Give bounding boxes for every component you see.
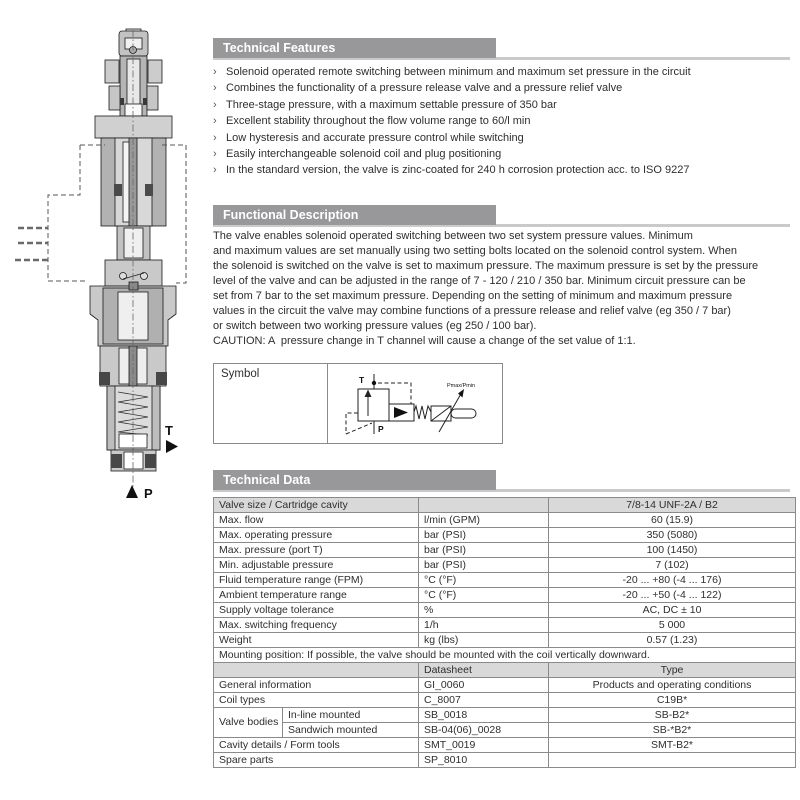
bullet-icon: › xyxy=(213,131,217,144)
table-row-mounting-note xyxy=(214,648,796,663)
cell-value: 7 (102) xyxy=(549,558,796,573)
cell-label: Max. flow xyxy=(214,513,419,528)
bullet-text: Three-stage pressure, with a maximum settable pressure of 350 bar xyxy=(226,98,557,111)
cell-datasheet: GI_0060 xyxy=(419,678,549,693)
cell-datasheet: SMT_0019 xyxy=(419,738,549,753)
list-item xyxy=(213,130,795,146)
cell-label: Max. operating pressure xyxy=(214,528,419,543)
cell-value: 7/8-14 UNF-2A / B2 xyxy=(549,498,796,513)
cell-label: Fluid temperature range (FPM) xyxy=(214,573,419,588)
locknut xyxy=(95,116,172,138)
hydraulic-symbol-diagram xyxy=(328,364,504,443)
table-row xyxy=(214,543,796,558)
cell-value: 60 (15.9) xyxy=(549,513,796,528)
paragraph-line: The valve enables solenoid operated switching between two set system pressure values. Minimum xyxy=(213,230,693,242)
cell-label: Supply voltage tolerance xyxy=(214,603,419,618)
bullet-icon: › xyxy=(213,164,217,177)
paragraph-line: set from 7 bar to the set maximum pressure. Depending on the setting of minimum and maximum pressure xyxy=(213,290,733,302)
caution-line: CAUTION: A pressure change in T channel will cause a change of the set value of 1:1. xyxy=(213,335,636,347)
technical-data-tables xyxy=(213,497,795,768)
cell-unit: 1/h xyxy=(419,618,549,633)
cell-label: Max. switching frequency xyxy=(214,618,419,633)
cell-unit: °C (°F) xyxy=(419,588,549,603)
cell-unit: kg (lbs) xyxy=(419,633,549,648)
cell-label: Min. adjustable pressure xyxy=(214,558,419,573)
bullet-icon: › xyxy=(213,98,217,111)
hydraulic-symbol-svg xyxy=(328,364,504,445)
table-row xyxy=(214,753,796,768)
list-item xyxy=(213,146,795,162)
cell-label: General information xyxy=(214,678,419,693)
list-item xyxy=(213,97,795,113)
adjustment-arrowhead-icon xyxy=(458,389,464,398)
cell-datasheet: C_8007 xyxy=(419,693,549,708)
cell-label: Ambient temperature range xyxy=(214,588,419,603)
symbol-port-t-label: T xyxy=(359,375,365,385)
header-cell-blank xyxy=(214,663,419,678)
cell-unit: l/min (GPM) xyxy=(419,513,549,528)
mounting-note: Mounting position: If possible, the valve should be mounted with the coil vertically downward. xyxy=(214,648,796,663)
cell-label: Cavity details / Form tools xyxy=(214,738,419,753)
table-row xyxy=(214,678,796,693)
table-row xyxy=(214,573,796,588)
valve-cross-section-drawing xyxy=(15,28,211,506)
cell-label: Weight xyxy=(214,633,419,648)
table-row xyxy=(214,603,796,618)
port-p-arrow-icon xyxy=(126,485,138,498)
table-row xyxy=(214,528,796,543)
cell-type xyxy=(549,753,796,768)
cell-unit: bar (PSI) xyxy=(419,543,549,558)
bullet-text: Combines the functionality of a pressure release valve and a pressure relief valve xyxy=(226,82,623,95)
drawing-port-t-label: T xyxy=(165,423,173,438)
valve-drawing-svg xyxy=(15,28,211,506)
paragraph-line: the solenoid is switched on the valve is set to maximum pressure. The maximum pressure is set by the pressure xyxy=(213,260,759,272)
header-cell-datasheet: Datasheet xyxy=(419,663,549,678)
symbol-port-p-label: P xyxy=(378,424,384,434)
cell-datasheet: SB_0018 xyxy=(419,708,549,723)
cell-label: Valve size / Cartridge cavity xyxy=(214,498,419,513)
port-t-arrow-icon xyxy=(166,440,178,453)
cell-type: C19B* xyxy=(549,693,796,708)
bullet-icon: › xyxy=(213,82,217,95)
port-dashed-lines xyxy=(15,228,48,260)
cell-sub-label: Sandwich mounted xyxy=(283,723,419,738)
cell-label: Spare parts xyxy=(214,753,419,768)
table-row xyxy=(214,723,796,738)
list-item xyxy=(213,113,795,129)
cell-group-label: Valve bodies xyxy=(214,708,283,738)
bullet-text: Easily interchangeable solenoid coil and plug positioning xyxy=(226,148,502,161)
table-row xyxy=(214,618,796,633)
cell-unit: % xyxy=(419,603,549,618)
reference-table xyxy=(213,662,796,768)
cell-value: 350 (5080) xyxy=(549,528,796,543)
table-row xyxy=(214,498,796,513)
cell-datasheet: SP_8010 xyxy=(419,753,549,768)
cell-type: SB-*B2* xyxy=(549,723,796,738)
cell-unit: °C (°F) xyxy=(419,573,549,588)
bullet-text: In the standard version, the valve is zinc-coated for 240 h corrosion protection acc. to ISO 9227 xyxy=(226,164,690,177)
cell-unit xyxy=(419,498,549,513)
valve-square xyxy=(358,389,389,421)
cell-unit: bar (PSI) xyxy=(419,558,549,573)
paragraph-line: level of the valve and can be adjusted in the range of 7 - 120 / 210 / 350 bar. Minimum circuit pressure can be xyxy=(213,275,746,287)
table-row xyxy=(214,513,796,528)
cell-value: -20 ... +80 (-4 ... 176) xyxy=(549,573,796,588)
list-item xyxy=(213,80,795,96)
table-header-row xyxy=(214,663,796,678)
header-cell-type: Type xyxy=(549,663,796,678)
cell-value: 5 000 xyxy=(549,618,796,633)
symbol-box-label: Symbol xyxy=(214,364,328,443)
technical-features-list xyxy=(213,64,795,179)
cell-unit: bar (PSI) xyxy=(419,528,549,543)
pilot-junction-dot xyxy=(372,381,376,385)
bullet-icon: › xyxy=(213,148,217,161)
cell-type: Products and operating conditions xyxy=(549,678,796,693)
section-title: Technical Data xyxy=(213,470,496,490)
drawing-port-p-label: P xyxy=(144,486,153,501)
section-header-functional-description xyxy=(213,205,795,227)
plug-connector-symbol xyxy=(451,409,476,418)
cell-datasheet: SB-04(06)_0028 xyxy=(419,723,549,738)
spring-symbol xyxy=(414,406,431,419)
bullet-icon: › xyxy=(213,115,217,128)
bullet-text: Excellent stability throughout the flow volume range to 60/l min xyxy=(226,115,531,128)
functional-description-text xyxy=(213,229,795,349)
table-row xyxy=(214,708,796,723)
bullet-text: Solenoid operated remote switching between minimum and maximum set pressure in the circuit xyxy=(226,66,691,78)
cell-label: Max. pressure (port T) xyxy=(214,543,419,558)
table-row xyxy=(214,738,796,753)
table-row xyxy=(214,693,796,708)
list-item xyxy=(213,64,795,80)
symbol-box xyxy=(213,363,503,444)
list-item xyxy=(213,162,795,178)
cell-value: 100 (1450) xyxy=(549,543,796,558)
cell-type: SB-B2* xyxy=(549,708,796,723)
paragraph-line: or switch between two working pressure values (eg 250 / 100 bar). xyxy=(213,320,537,332)
technical-data-table xyxy=(213,497,796,663)
cell-type: SMT-B2* xyxy=(549,738,796,753)
table-row xyxy=(214,558,796,573)
table-row xyxy=(214,588,796,603)
bullet-icon: › xyxy=(213,66,217,78)
table-row xyxy=(214,633,796,648)
paragraph-line: and maximum values are set manually using two setting bolts located on the solenoid control system. When xyxy=(213,245,737,257)
section-title: Technical Features xyxy=(213,38,496,58)
cell-value: 0.57 (1.23) xyxy=(549,633,796,648)
section-header-technical-data xyxy=(213,470,795,492)
section-header-technical-features xyxy=(213,38,795,60)
section-title: Functional Description xyxy=(213,205,496,225)
pressure-range-label: Pmax/Pmin xyxy=(447,383,476,389)
cell-sub-label: In-line mounted xyxy=(283,708,419,723)
bullet-text: Low hysteresis and accurate pressure control while switching xyxy=(226,131,524,144)
cell-value: -20 ... +50 (-4 ... 122) xyxy=(549,588,796,603)
cell-label: Coil types xyxy=(214,693,419,708)
cell-value: AC, DC ± 10 xyxy=(549,603,796,618)
paragraph-line: values in the circuit the valve may combine functions of a pressure release and relief valve (eg 350 / 7 bar) xyxy=(213,305,731,317)
